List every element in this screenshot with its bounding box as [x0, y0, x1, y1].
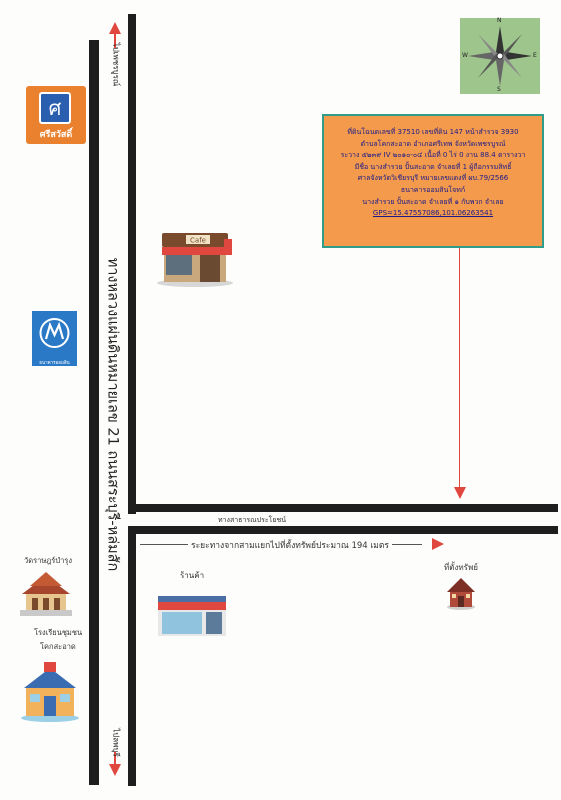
distance-label: ระยะทางจากสามแยกไปที่ตั้งทรัพย์ประมาณ 194 เมตร	[188, 538, 392, 552]
pointer-arrow-icon	[454, 487, 466, 499]
to-top-label: ไปเพชรบูรณ์	[111, 42, 121, 87]
pointer-line	[459, 248, 460, 488]
info-line-6: ธนาคารออมสินโจทก์	[400, 185, 466, 194]
distance-arrow-icon	[432, 538, 444, 550]
info-line-2: ตำบลโคกสะอาด อำเภอศรีเทพ จังหวัดเพชรบูรณ์	[360, 139, 506, 148]
bank-emblem-icon	[32, 311, 77, 355]
property-house-icon	[446, 576, 476, 610]
info-line-4: มีชื่อ นางสำรวย ปั้นสะอาด จำเลยที่ 1 ผู้ถือกรรมสิทธิ์	[354, 162, 512, 171]
bank-logo	[32, 311, 77, 366]
info-line-1: ที่ดินโฉนดเลขที่ 37510 เลขที่ดิน 147 หน้าสำรวจ 3930	[347, 128, 519, 136]
side-road-upper	[128, 504, 558, 512]
compass-rose-icon	[460, 18, 540, 94]
shop-building-icon	[158, 596, 226, 636]
highway-road	[89, 40, 99, 785]
info-line-5: ศาลจังหวัดวิเชียรบุรี หมายเลขแดงที่ ผบ.79/2566	[357, 174, 509, 183]
school-label-2: โคกสะอาด	[40, 642, 76, 651]
temple-label: วัดราษฎร์บำรุง	[24, 556, 72, 565]
school-building-icon	[20, 660, 80, 722]
property-label: ที่ตั้งทรัพย์	[444, 563, 478, 572]
store-logo-text: ศรีสวัสดิ์	[39, 130, 73, 140]
svg-text:Cafe: Cafe	[190, 236, 206, 245]
info-line-7: นางสำรวย ปั้นสะอาด จำเลยที่ ๑ กับพวก จำเลย	[362, 197, 504, 206]
store-logo	[26, 86, 86, 144]
property-info-box	[322, 114, 544, 248]
temple-icon	[20, 572, 72, 616]
arrow-up-icon	[109, 22, 121, 34]
school-label-1: โรงเรียนชุมชน	[34, 628, 83, 637]
lane-road	[128, 14, 136, 514]
lane-road-lower	[128, 526, 136, 786]
gps-coordinates: GPS=15.47557086,101.06263541	[372, 209, 494, 218]
cafe-building-icon	[156, 225, 234, 287]
bank-caption: ธนาคารออมสิน	[39, 361, 70, 366]
side-road-lower	[128, 526, 558, 534]
highway-label: ทางหลวงแผ่นดินหมายเลข 21 ถนนสระบุรี-หล่มสัก	[104, 257, 121, 572]
compass-s: S	[497, 86, 501, 93]
compass-w: W	[462, 52, 468, 59]
compass-n: N	[497, 17, 502, 24]
store-logo-emblem: ศ	[39, 92, 71, 124]
side-road-label: ทางสาธารณประโยชน์	[218, 516, 286, 524]
to-bottom-label: ไปลพบุรี	[111, 728, 121, 757]
info-line-3: ระวาง ๕๒๓๙ IV ๒๐๑๐-๐๔ เนื้อที่ 0 ไร่ 0 งาน 88.4 ตารางวา	[340, 151, 526, 160]
compass-e: E	[533, 52, 537, 59]
shop-label: ร้านค้า	[180, 571, 205, 580]
